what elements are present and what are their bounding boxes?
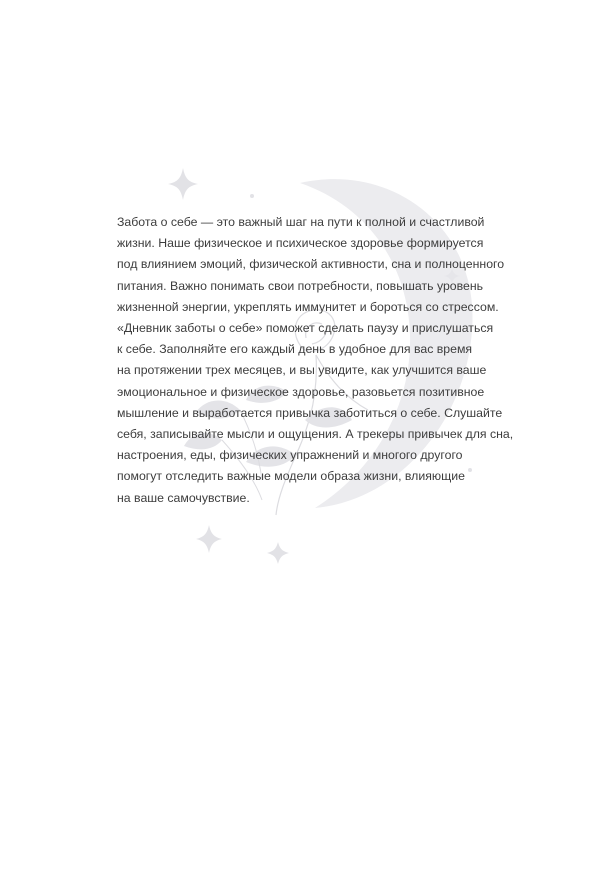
paragraph-line: к себе. Заполняйте его каждый день в удобное для вас время	[117, 342, 473, 357]
paragraph-line: эмоциональное и физическое здоровье, разовьется позитивное	[117, 384, 485, 399]
paragraph-line: «Дневник заботы о себе» поможет сделать паузу и прислушаться	[117, 321, 494, 336]
paragraph-line: себя, записывайте мысли и ощущения. А трекеры привычек для сна,	[117, 427, 514, 442]
paragraph-line: на протяжении трех месяцев, и вы увидите, как улучшится ваше	[117, 363, 487, 378]
paragraph-line: мышление и выработается привычка заботиться о себе. Слушайте	[117, 405, 503, 420]
paragraph-line: на ваше самочувствие.	[117, 490, 250, 505]
paragraph-line: под влиянием эмоций, физической активности, сна и полноценного	[117, 257, 505, 272]
paragraph-line: настроения, еды, физических упражнений и многого другого	[117, 448, 463, 463]
paragraph-line: помогут отследить важные модели образа жизни, влияющие	[117, 469, 465, 484]
paragraph-line: питания. Важно понимать свои потребности, повышать уровень	[117, 278, 484, 293]
dot-star-icon	[250, 194, 254, 198]
intro-paragraph	[117, 212, 517, 509]
sparkle-star-icon	[168, 168, 198, 200]
paragraph-line: жизненной энергии, укреплять иммунитет и бороться со стрессом.	[117, 299, 499, 314]
paragraph-line: Забота о себе — это важный шаг на пути к полной и счастливой	[117, 215, 485, 229]
paragraph-line: жизни. Наше физическое и психическое здоровье формируется	[117, 236, 484, 251]
sparkle-star-icon	[267, 542, 289, 564]
sparkle-star-icon	[196, 525, 222, 553]
